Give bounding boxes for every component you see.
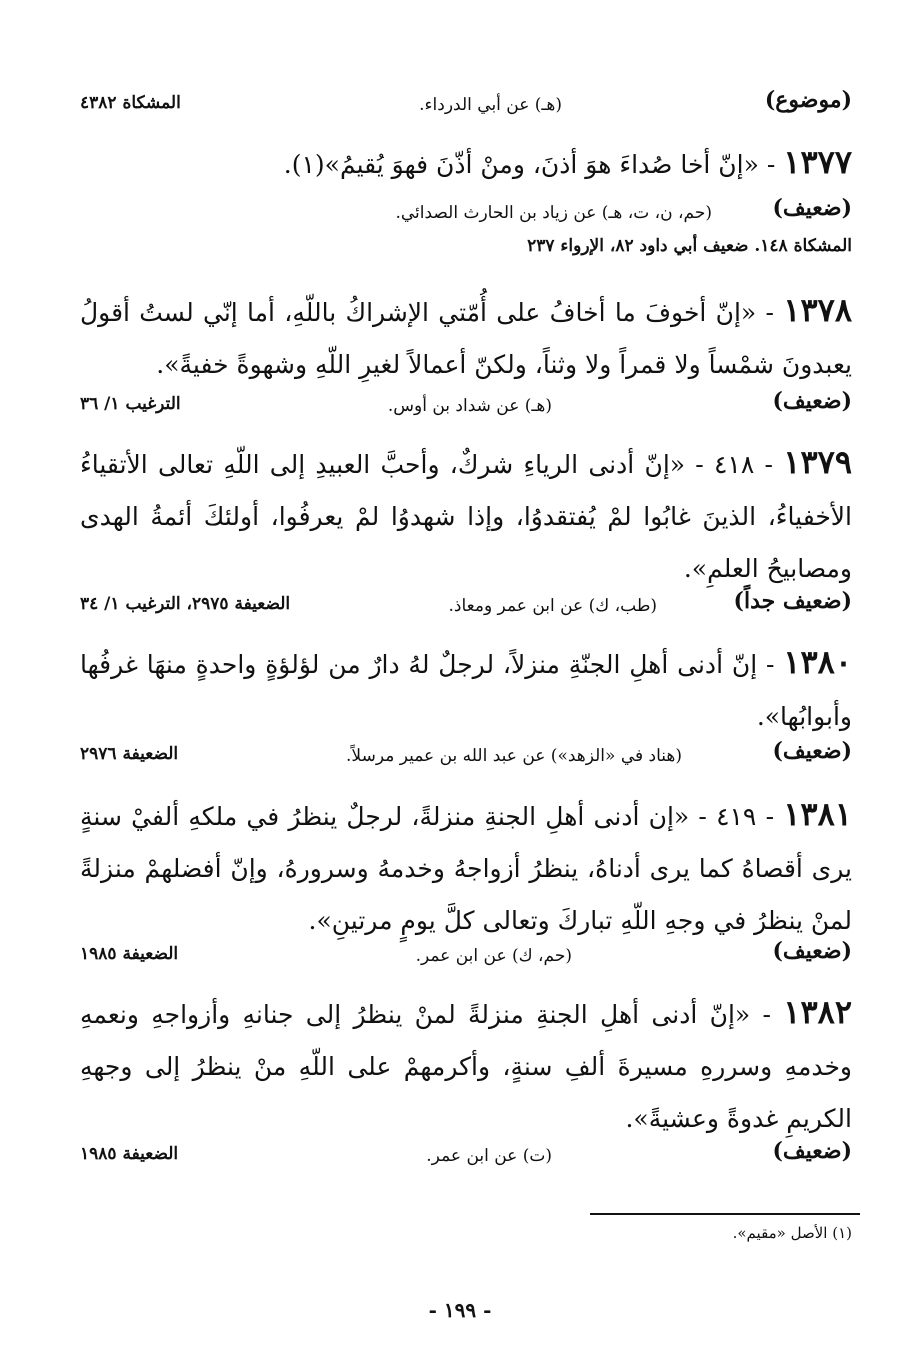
footnote: (١) الأصل «مقيم». [732,1224,852,1242]
source-citation: (حم، ن، ت، هـ) عن زياد بن الحارث الصدائي. [395,203,712,223]
hadith-entry [80,284,852,391]
grade-label: (ضعيف) [772,195,852,221]
grade-line [80,588,852,628]
source-citation: (طب، ك) عن ابن عمر ومعاذ. [448,596,657,616]
grade-label: (ضعيف) [772,1138,852,1164]
grade-line [80,87,852,127]
hadith-text: - «إنّ أدنى أهلِ الجنةِ منزلةً لمنْ ينظرُ إلى جنانهِ وأزواجهِ ونعمهِ وخدمهِ وسررهِ مسيرةَ ألفِ سنةٍ، وأكرمهمْ على اللّهِ منْ ينظرُ إلى وجههِ الكريمِ غدوةً وعشيةً». [80,1000,852,1133]
reference: الضعيفة ٢٩٧٦ [80,744,179,764]
reference: الضعيفة ١٩٨٥ [80,1144,179,1164]
reference: الضعيفة ٢٩٧٥، الترغيب ١/ ٣٤ [80,594,291,614]
grade-label: (موضوع) [764,87,852,113]
hadith-text: - ٤١٨ - «إنّ أدنى الرياءِ شركٌ، وأحبَّ العبيدِ إلى اللّهِ تعالى الأتقياءُ الأخفياءُ، الذينَ غابُوا لمْ يُفتقدوُا، وإذا شهدوُا لمْ يعرفُوا، أولئكَ أئمةُ الهدى ومصابيحُ العلمِ». [80,450,852,583]
hadith-text: - «إنّ أخوفَ ما أخافُ على أُمّتي الإشراكُ باللّهِ، أما إنّي لستُ أقولُ يعبدونَ شمْساً ولا قمراً ولا وثناً، ولكنّ أعمالاً لغيرِ اللّهِ وشهوةً خفيةً». [80,298,852,379]
page-number: - ١٩٩ - [428,1298,492,1322]
hadith-entry [80,636,852,743]
hadith-text: - إنّ أدنى أهلِ الجنّةِ منزلاً، لرجلٌ لهُ دارٌ من لؤلؤةٍ واحدةٍ منهَا غرفُها وأبوابُها». [80,650,852,731]
hadith-text: - ٤١٩ - «إن أدنى أهلِ الجنةِ منزلةً، لرجلٌ ينظرُ في ملكهِ ألفيْ سنةٍ يرى أقصاهُ كما يرى أدناهُ، ينظرُ أزواجهُ وخدمهُ وسرورهُ، وإنّ أفضلهمْ منزلةً لمنْ ينظرُ في وجهِ اللّهِ تباركَ وتعالى كلَّ يومٍ مرتينِ». [80,802,852,935]
grade-line [80,388,852,428]
reference: الضعيفة ١٩٨٥ [80,944,179,964]
grade-line [80,1138,852,1178]
source-citation: (هـ) عن شداد بن أوس. [387,396,552,416]
source-citation: (هـ) عن أبي الدرداء. [419,95,562,115]
hadith-entry [80,136,852,191]
hadith-number: ١٣٨٢ [783,993,852,1031]
source-citation: (حم، ك) عن ابن عمر. [415,946,572,966]
grade-label: (ضعيف جداً) [733,588,852,614]
grade-label: (ضعيف) [772,738,852,764]
reference: المشكاة ١٤٨. ضعيف أبي داود ٨٢، الإرواء ٢٣٧ [527,236,852,256]
grade-line [80,195,852,235]
hadith-number: ١٣٧٧ [783,143,852,181]
source-citation: (هناد في «الزهد») عن عبد الله بن عمير مرسلاً. [346,746,682,766]
hadith-number: ١٣٨١ [783,795,852,833]
source-citation: (ت) عن ابن عمر. [426,1146,552,1166]
hadith-entry [80,788,852,947]
reference: المشكاة ٤٣٨٢ [80,93,181,113]
hadith-text: - «إنّ أخا صُداءَ هوَ أذنَ، ومنْ أذّنَ فهوَ يُقيمُ»(١). [283,150,776,179]
hadith-entry [80,436,852,595]
grade-label: (ضعيف) [772,388,852,414]
footnote-separator [590,1213,860,1215]
hadith-entry [80,986,852,1145]
hadith-number: ١٣٧٨ [783,291,853,329]
grade-line [80,938,852,978]
reference: الترغيب ١/ ٣٦ [80,394,181,414]
hadith-number: ١٣٨٠ [783,643,852,681]
grade-line [80,738,852,778]
grade-label: (ضعيف) [772,938,852,964]
hadith-number: ١٣٧٩ [783,443,852,481]
